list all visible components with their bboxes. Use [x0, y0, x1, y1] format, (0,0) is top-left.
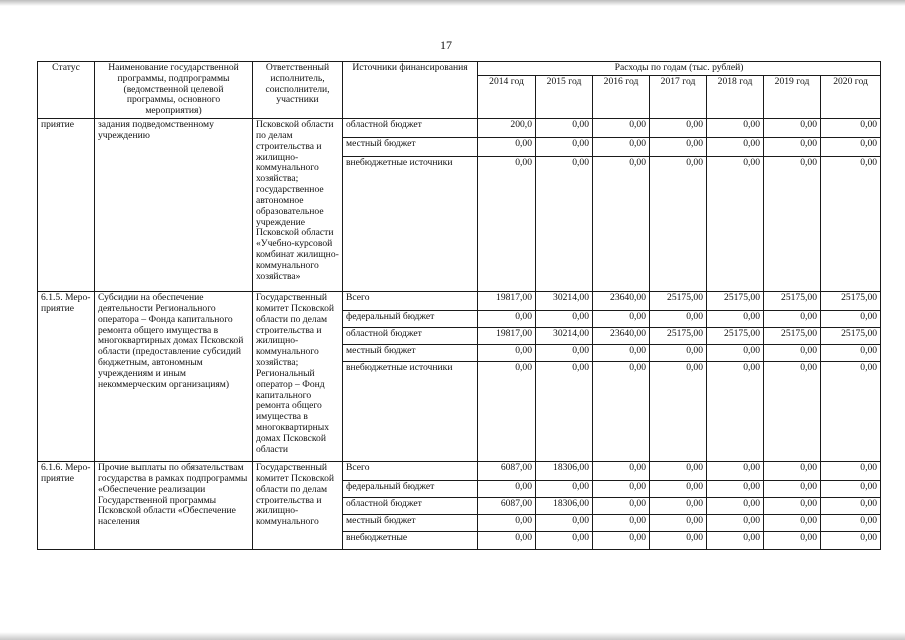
header-status: Статус [38, 62, 95, 119]
status-cell: приятие [38, 119, 95, 292]
amount-cell: 30214,00 [536, 328, 593, 345]
source-cell: местный бюджет [343, 345, 478, 362]
amount-cell: 0,00 [593, 515, 650, 532]
amount-cell: 0,00 [650, 138, 707, 157]
amount-cell: 0,00 [764, 462, 821, 481]
amount-cell: 0,00 [821, 481, 881, 498]
header-executor: Ответственный исполнитель, соисполнители, участники [253, 62, 343, 119]
amount-cell: 0,00 [478, 345, 536, 362]
source-cell: Всего [343, 462, 478, 481]
source-cell: федеральный бюджет [343, 311, 478, 328]
amount-cell: 0,00 [821, 362, 881, 462]
amount-cell: 0,00 [650, 345, 707, 362]
amount-cell: 0,00 [478, 515, 536, 532]
header-year: 2014 год [478, 75, 536, 118]
header-year: 2020 год [821, 75, 881, 118]
amount-cell: 0,00 [764, 119, 821, 138]
amount-cell: 19817,00 [478, 328, 536, 345]
amount-cell: 0,00 [650, 362, 707, 462]
amount-cell: 0,00 [536, 157, 593, 292]
executor-cell: Государственный комитет Псковской области по делам строительства и жилищно-коммунального хозяйства; Региональный оператор – Фонд капитального ремонта общего имущества в многоквартирных домах Псковской области [253, 292, 343, 462]
source-cell: внебюджетные источники [343, 362, 478, 462]
amount-cell: 0,00 [478, 311, 536, 328]
amount-cell: 0,00 [821, 157, 881, 292]
amount-cell: 25175,00 [707, 292, 764, 311]
amount-cell: 25175,00 [764, 292, 821, 311]
header-year: 2018 год [707, 75, 764, 118]
amount-cell: 0,00 [478, 532, 536, 550]
amount-cell: 0,00 [593, 345, 650, 362]
amount-cell: 0,00 [650, 311, 707, 328]
amount-cell: 0,00 [536, 532, 593, 550]
amount-cell: 19817,00 [478, 292, 536, 311]
table-row [38, 462, 881, 481]
page-number: 17 [440, 38, 452, 52]
amount-cell: 0,00 [650, 481, 707, 498]
amount-cell: 0,00 [650, 119, 707, 138]
source-cell: внебюджетные источники [343, 157, 478, 292]
amount-cell: 0,00 [593, 532, 650, 550]
amount-cell: 25175,00 [821, 328, 881, 345]
amount-cell: 0,00 [593, 498, 650, 515]
amount-cell: 0,00 [764, 157, 821, 292]
amount-cell: 0,00 [536, 119, 593, 138]
amount-cell: 0,00 [478, 481, 536, 498]
amount-cell: 0,00 [536, 481, 593, 498]
executor-cell: Псковской области по делам строительства и жилищно-коммунального хозяйства; государственное автономное образовательное учреждение Псковской области «Учебно-курсовой комбинат жилищно-коммунального хозяйства» [253, 119, 343, 292]
amount-cell: 23640,00 [593, 292, 650, 311]
amount-cell: 0,00 [764, 498, 821, 515]
amount-cell: 0,00 [707, 462, 764, 481]
amount-cell: 0,00 [650, 515, 707, 532]
amount-cell: 0,00 [478, 138, 536, 157]
amount-cell: 0,00 [707, 157, 764, 292]
amount-cell: 0,00 [536, 362, 593, 462]
amount-cell: 0,00 [593, 119, 650, 138]
status-cell: 6.1.5. Меро-приятие [38, 292, 95, 462]
name-cell: Прочие выплаты по обязательствам государства в рамках подпрограммы «Обеспечение реализации Государственной программы Псковской области «Обеспечение населения [95, 462, 253, 550]
amount-cell: 0,00 [650, 532, 707, 550]
amount-cell: 0,00 [478, 157, 536, 292]
amount-cell: 0,00 [821, 119, 881, 138]
amount-cell: 0,00 [764, 515, 821, 532]
amount-cell: 6087,00 [478, 462, 536, 481]
source-cell: федеральный бюджет [343, 481, 478, 498]
source-cell: Всего [343, 292, 478, 311]
amount-cell: 0,00 [707, 138, 764, 157]
amount-cell: 0,00 [764, 362, 821, 462]
amount-cell: 0,00 [593, 157, 650, 292]
amount-cell: 25175,00 [650, 292, 707, 311]
amount-cell: 0,00 [593, 311, 650, 328]
source-cell: областной бюджет [343, 328, 478, 345]
amount-cell: 0,00 [764, 481, 821, 498]
source-cell: областной бюджет [343, 498, 478, 515]
amount-cell: 0,00 [821, 498, 881, 515]
amount-cell: 25175,00 [650, 328, 707, 345]
name-cell: задания подведомственному учреждению [95, 119, 253, 292]
budget-table [37, 61, 881, 550]
amount-cell: 0,00 [764, 138, 821, 157]
table-row [38, 119, 881, 138]
amount-cell: 0,00 [821, 311, 881, 328]
amount-cell: 25175,00 [821, 292, 881, 311]
amount-cell: 6087,00 [478, 498, 536, 515]
amount-cell: 200,0 [478, 119, 536, 138]
scan-edge-bottom [0, 632, 905, 640]
amount-cell: 0,00 [593, 362, 650, 462]
amount-cell: 0,00 [650, 498, 707, 515]
amount-cell: 0,00 [536, 515, 593, 532]
amount-cell: 23640,00 [593, 328, 650, 345]
table-row [38, 292, 881, 311]
status-cell: 6.1.6. Меро-приятие [38, 462, 95, 550]
header-name: Наименование государственной программы, подпрограммы (ведомственной целевой программы, основного мероприятия) [95, 62, 253, 119]
header-year: 2019 год [764, 75, 821, 118]
amount-cell: 0,00 [707, 311, 764, 328]
header-sources: Источники финансирования [343, 62, 478, 119]
amount-cell: 0,00 [821, 138, 881, 157]
amount-cell: 0,00 [707, 532, 764, 550]
header-expenses: Расходы по годам (тыс. рублей) [478, 62, 881, 76]
amount-cell: 0,00 [536, 311, 593, 328]
amount-cell: 0,00 [593, 138, 650, 157]
header-year: 2016 год [593, 75, 650, 118]
executor-cell: Государственный комитет Псковской области по делам строительства и жилищно-коммунального [253, 462, 343, 550]
table-body [38, 119, 881, 550]
amount-cell: 0,00 [707, 345, 764, 362]
amount-cell: 0,00 [707, 481, 764, 498]
amount-cell: 18306,00 [536, 462, 593, 481]
amount-cell: 0,00 [764, 532, 821, 550]
amount-cell: 0,00 [707, 362, 764, 462]
amount-cell: 25175,00 [707, 328, 764, 345]
header-year: 2017 год [650, 75, 707, 118]
header-year: 2015 год [536, 75, 593, 118]
amount-cell: 0,00 [707, 515, 764, 532]
amount-cell: 0,00 [650, 157, 707, 292]
amount-cell: 18306,00 [536, 498, 593, 515]
amount-cell: 0,00 [593, 462, 650, 481]
amount-cell: 0,00 [707, 498, 764, 515]
amount-cell: 0,00 [536, 345, 593, 362]
amount-cell: 0,00 [478, 362, 536, 462]
name-cell: Субсидии на обеспечение деятельности Регионального оператора – Фонда капитального ремонта общего имущества в многоквартирных домах Псковской области (предоставление субсидий бюджетным, автономным учреждениям и иным некоммерческим организациям) [95, 292, 253, 462]
amount-cell: 0,00 [707, 119, 764, 138]
source-cell: местный бюджет [343, 138, 478, 157]
amount-cell: 0,00 [821, 515, 881, 532]
scan-edge-top [0, 0, 905, 6]
amount-cell: 0,00 [821, 532, 881, 550]
amount-cell: 0,00 [764, 345, 821, 362]
source-cell: внебюджетные [343, 532, 478, 550]
amount-cell: 30214,00 [536, 292, 593, 311]
amount-cell: 0,00 [593, 481, 650, 498]
amount-cell: 0,00 [536, 138, 593, 157]
amount-cell: 25175,00 [764, 328, 821, 345]
amount-cell: 0,00 [650, 462, 707, 481]
amount-cell: 0,00 [821, 462, 881, 481]
amount-cell: 0,00 [821, 345, 881, 362]
amount-cell: 0,00 [764, 311, 821, 328]
source-cell: местный бюджет [343, 515, 478, 532]
source-cell: областной бюджет [343, 119, 478, 138]
